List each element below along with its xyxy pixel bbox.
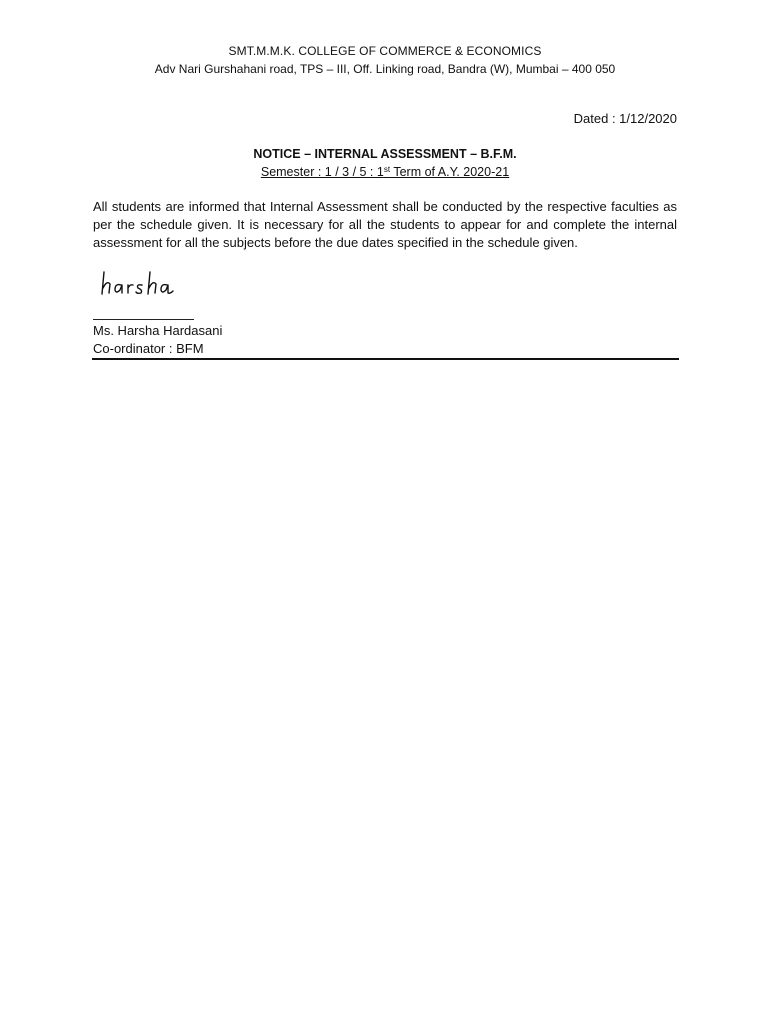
semester-superscript: st xyxy=(383,165,391,174)
semester-text xyxy=(261,165,509,179)
signatory-role: Co-ordinator : BFM xyxy=(93,341,204,356)
college-name: SMT.M.M.K. COLLEGE OF COMMERCE & ECONOMICS xyxy=(228,44,542,58)
semester-suffix: Term of A.Y. 2020-21 xyxy=(390,165,510,179)
signature-line xyxy=(93,319,194,320)
notice-date: Dated : 1/12/2020 xyxy=(573,111,677,126)
college-address: Adv Nari Gurshahani road, TPS – III, Off. Linking road, Bandra (W), Mumbai – 400 050 xyxy=(154,62,616,76)
semester-prefix: Semester : 1 / 3 / 5 : 1 xyxy=(260,165,384,179)
handwritten-signature xyxy=(100,266,200,300)
notice-body: All students are informed that Internal Assessment shall be conducted by the respective faculties as per the schedule given. It is necessary for all the students to appear for and complete the internal assessment for all the subjects before the due dates specified in the schedule given. xyxy=(93,199,677,251)
notice-title: NOTICE – INTERNAL ASSESSMENT – B.F.M. xyxy=(253,147,517,161)
signatory-name: Ms. Harsha Hardasani xyxy=(93,323,223,338)
semester-line xyxy=(0,165,770,179)
bottom-divider xyxy=(92,358,679,360)
